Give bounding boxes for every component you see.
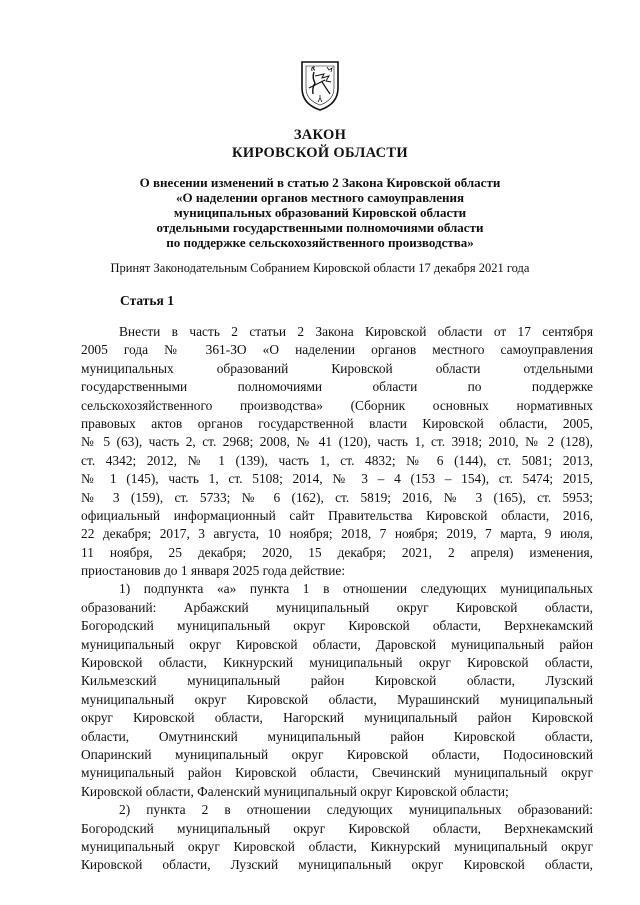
- text-line: 11 ноября, 25 декабря; 2020, 15 декабря; 2021, 2 апреля) изменения,: [81, 544, 593, 560]
- text-line: государственными полномочиями области по поддержке: [81, 379, 593, 395]
- text-line: муниципальный округ Кировской области, Мурашинский муниципальный: [81, 691, 593, 707]
- text-line: Кировской области, Кикнурский муниципальный округ Кировской области,: [81, 655, 593, 671]
- article-heading: Статья 1: [120, 293, 174, 308]
- subject-line: О внесении изменений в статью 2 Закона Кировской области: [139, 175, 501, 190]
- adoption-note: Принят Законодательным Собранием Кировской области 17 декабря 2021 года: [110, 261, 530, 275]
- text-line: области, Омутнинский муниципальный район Кировской области,: [81, 728, 593, 744]
- text-line: № 5 (63), часть 2, ст. 2968; 2008, № 41 (120), часть 1, ст. 3918; 2010, № 2 (128),: [81, 434, 593, 450]
- text-line: Опаринский муниципальный округ Кировской области, Подосиновский: [81, 746, 593, 762]
- text-line: округ Кировской области, Нагорский муниципальный район Кировской: [81, 710, 593, 726]
- article-body: [81, 323, 593, 875]
- text-line: муниципальный округ Кировской области, Даровской муниципальный район: [81, 636, 593, 652]
- text-line: правовых актов органов государственной власти Кировской области, 2005,: [81, 415, 593, 431]
- subject-line: муниципальных образований Кировской области: [173, 205, 467, 220]
- text-line: Внести в часть 2 статьи 2 Закона Кировской области от 17 сентября: [119, 324, 593, 339]
- subject-line: «О наделении органов местного самоуправления: [175, 190, 465, 205]
- subject-line: отдельными государственными полномочиями области: [156, 220, 484, 235]
- text-line: сельскохозяйственного производства» (Сборник основных нормативных: [81, 397, 593, 413]
- text-line: Богородский муниципальный округ Кировской области, Верхнекамский: [81, 820, 593, 836]
- text-line: 2) пункта 2 в отношении следующих муниципальных образований:: [119, 802, 593, 818]
- text-line: Кировской области, Лузский муниципальный округ Кировской области,: [81, 857, 593, 873]
- subject-line: по поддержке сельскохозяйственного производства»: [166, 235, 474, 250]
- text-line: образований: Арбажский муниципальный округ Кировской области,: [81, 599, 593, 615]
- text-line: 22 декабря; 2017, 3 августа, 10 ноября; 2018, 7 ноября; 2019, 7 марта, 9 июля,: [81, 526, 593, 542]
- text-line: муниципальный район Кировской области, Свечинский муниципальный округ: [81, 765, 593, 781]
- coat-of-arms-emblem: [298, 58, 342, 112]
- text-line: приостановив до 1 января 2025 года действие:: [81, 563, 346, 579]
- text-line: муниципальных образований Кировской области отдельными: [81, 360, 593, 376]
- text-line: № 1 (145), часть 1, ст. 5108; 2014, № 3 – 4 (153 – 154), ст. 5474; 2015,: [81, 471, 593, 487]
- text-line: 1) подпункта «а» пункта 1 в отношении следующих муниципальных: [119, 581, 593, 597]
- law-title: ЗАКОН: [293, 127, 347, 143]
- text-line: официальный информационный сайт Правительства Кировской области, 2016,: [81, 507, 593, 523]
- text-line: Кильмезский муниципальный район Кировской области, Лузский: [81, 673, 593, 689]
- text-line: ст. 4342; 2012, № 1 (139), часть 1, ст. 4832; № 6 (144), ст. 5081; 2013,: [81, 452, 593, 468]
- law-subject: [80, 175, 560, 250]
- text-line: муниципальный округ Кировской области, Кикнурский муниципальный округ: [81, 838, 593, 854]
- text-line: 2005 года № 361-ЗО «О наделении органов местного самоуправления: [81, 342, 593, 358]
- text-line: Кировской области, Фаленский муниципальный округ Кировской области;: [81, 783, 509, 799]
- region-title: КИРОВСКОЙ ОБЛАСТИ: [232, 145, 408, 161]
- text-line: № 3 (159), ст. 5733; № 6 (162), ст. 5819; 2016, № 3 (165), ст. 5953;: [81, 489, 593, 505]
- text-line: Богородский муниципальный округ Кировской области, Верхнекамский: [81, 618, 593, 634]
